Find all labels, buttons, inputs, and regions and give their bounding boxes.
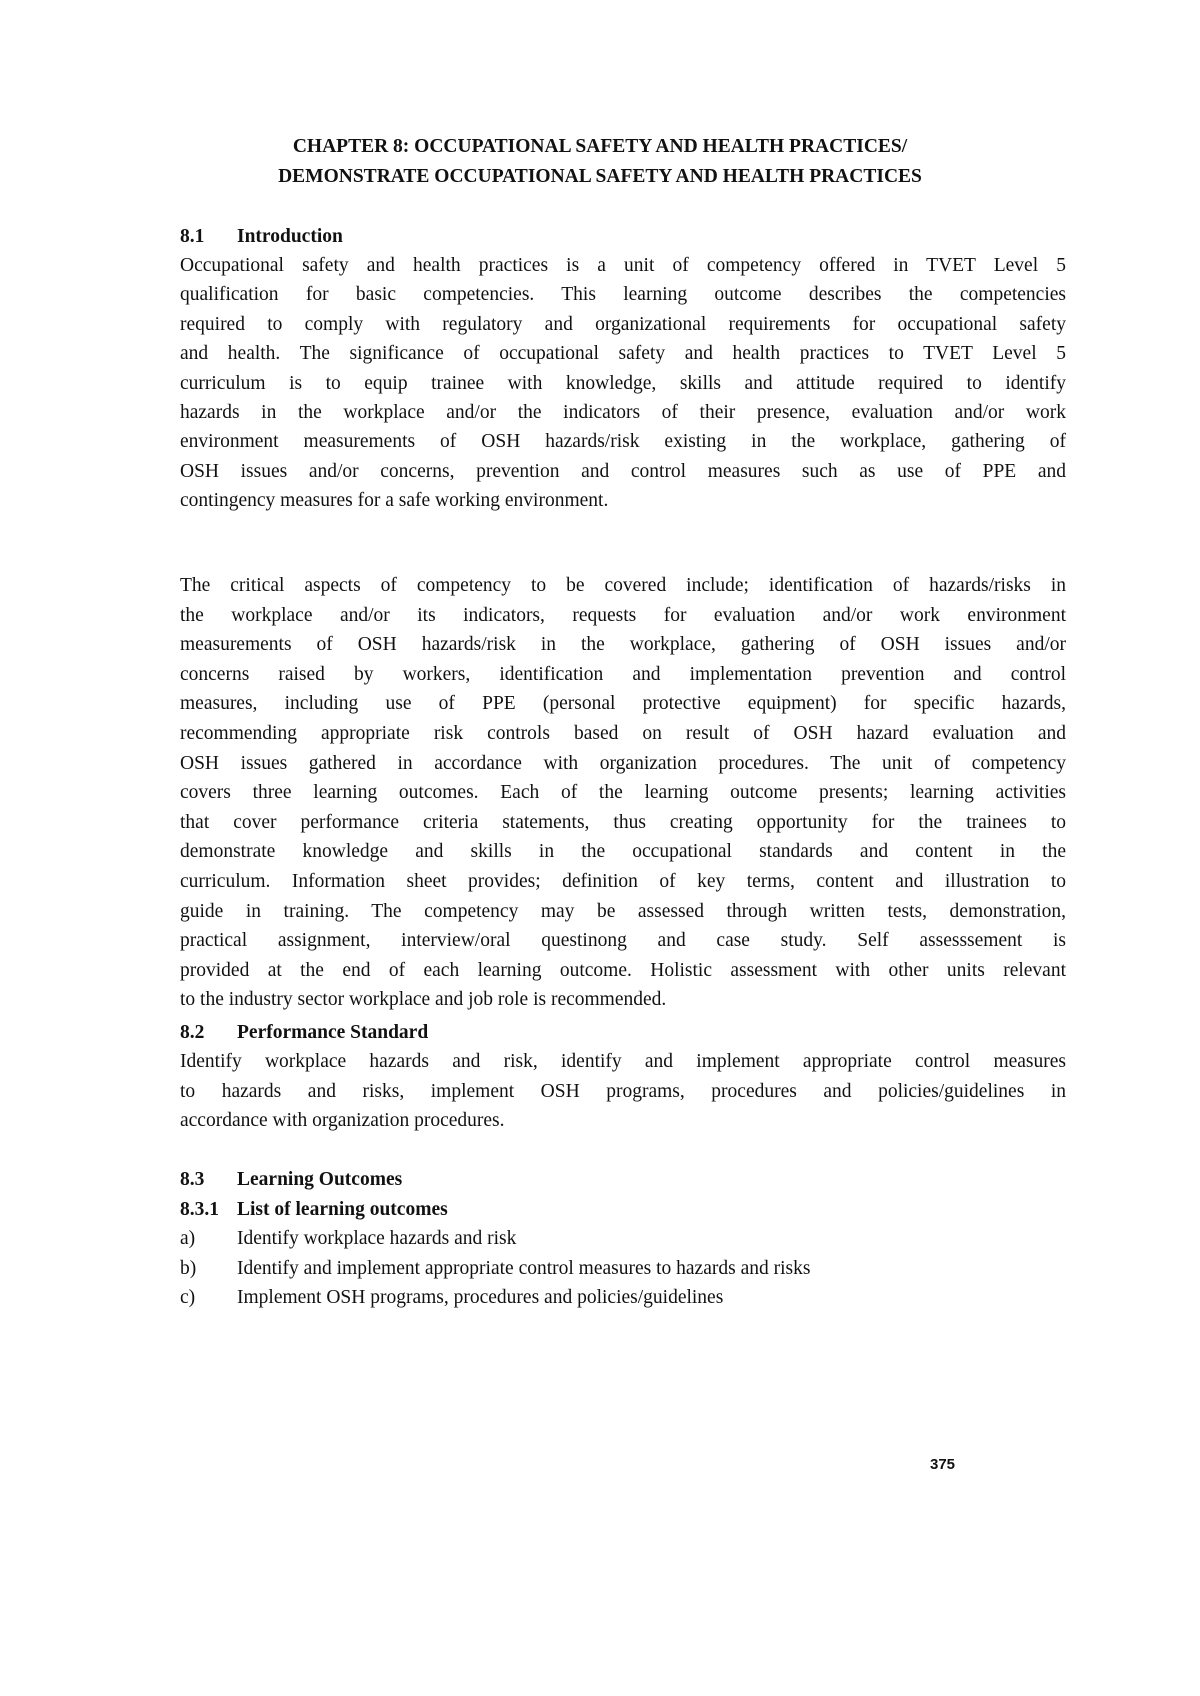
paragraph-line: demonstrate knowledge and skills in the occupational standards and content in the bbox=[180, 841, 1066, 863]
section-number: 8.3.1 bbox=[180, 1199, 219, 1220]
paragraph-line: qualification for basic competencies. This learning outcome describes the competencies bbox=[180, 284, 1066, 306]
section-number: 8.3 bbox=[180, 1169, 205, 1190]
section-8-3-1-heading bbox=[180, 1198, 448, 1222]
paragraph-line: to hazards and risks, implement OSH programs, procedures and policies/guidelines in bbox=[180, 1080, 1066, 1102]
section-8-3-heading bbox=[180, 1168, 402, 1192]
paragraph-line: accordance with organization procedures. bbox=[180, 1110, 505, 1131]
section-title: List of learning outcomes bbox=[237, 1199, 448, 1220]
paragraph-line: Occupational safety and health practices is a unit of competency offered in TVET Level 5 bbox=[180, 255, 1066, 276]
paragraph-line: and health. The significance of occupational safety and health practices to TVET Level 5 bbox=[180, 343, 1066, 365]
item-label: c) bbox=[180, 1287, 196, 1308]
item-text: Identify workplace hazards and risk bbox=[237, 1228, 517, 1249]
paragraph-line: contingency measures for a safe working environment. bbox=[180, 490, 609, 512]
paragraph-line: covers three learning outcomes. Each of the learning outcome presents; learning activities bbox=[180, 782, 1066, 804]
paragraph-line: Identify workplace hazards and risk, identify and implement appropriate control measures bbox=[180, 1051, 1066, 1072]
paragraph-line: to the industry sector workplace and job role is recommended. bbox=[180, 989, 667, 1011]
paragraph-line: The critical aspects of competency to be covered include; identification of hazards/risks in bbox=[180, 575, 1066, 596]
item-text: Implement OSH programs, procedures and policies/guidelines bbox=[237, 1287, 724, 1308]
paragraph-line: measurements of OSH hazards/risk in the workplace, gathering of OSH issues and/or bbox=[180, 634, 1066, 656]
paragraph-line: OSH issues and/or concerns, prevention and control measures such as use of PPE and bbox=[180, 460, 1066, 482]
section-title: Performance Standard bbox=[237, 1022, 429, 1043]
paragraph-line: hazards in the workplace and/or the indicators of their presence, evaluation and/or work bbox=[180, 402, 1066, 423]
chapter-title-line-2: DEMONSTRATE OCCUPATIONAL SAFETY AND HEALTH PRACTICES bbox=[278, 166, 922, 187]
paragraph-line: required to comply with regulatory and organizational requirements for occupational safety bbox=[180, 313, 1066, 335]
chapter-title-line-1: CHAPTER 8: OCCUPATIONAL SAFETY AND HEALTH PRACTICES/ bbox=[292, 136, 908, 157]
item-label: a) bbox=[180, 1228, 196, 1249]
item-text: Identify and implement appropriate control measures to hazards and risks bbox=[237, 1258, 811, 1279]
paragraph-line: concerns raised by workers, identification and implementation prevention and control bbox=[180, 663, 1066, 685]
section-number: 8.2 bbox=[180, 1022, 205, 1043]
paragraph-line: that cover performance criteria statements, thus creating opportunity for the trainees to bbox=[180, 811, 1066, 833]
learning-outcome-item bbox=[180, 1227, 516, 1251]
section-title: Introduction bbox=[237, 226, 343, 247]
paragraph-line: provided at the end of each learning outcome. Holistic assessment with other units relevant bbox=[180, 959, 1066, 981]
learning-outcome-item bbox=[180, 1286, 723, 1310]
section-number: 8.1 bbox=[180, 226, 205, 247]
section-8-1-heading bbox=[180, 225, 343, 249]
paragraph-line: recommending appropriate risk controls based on result of OSH hazard evaluation and bbox=[180, 723, 1066, 744]
item-label: b) bbox=[180, 1258, 197, 1279]
learning-outcome-item bbox=[180, 1257, 810, 1281]
section-title: Learning Outcomes bbox=[237, 1169, 403, 1190]
paragraph-line: curriculum is to equip trainee with knowledge, skills and attitude required to identify bbox=[180, 372, 1066, 394]
paragraph-line: the workplace and/or its indicators, requests for evaluation and/or work environment bbox=[180, 604, 1066, 626]
section-8-2-heading bbox=[180, 1021, 428, 1045]
paragraph-line: practical assignment, interview/oral questinong and case study. Self assesssement is bbox=[180, 930, 1066, 952]
paragraph-line: curriculum. Information sheet provides; definition of key terms, content and illustration to bbox=[180, 871, 1066, 892]
paragraph-line: environment measurements of OSH hazards/risk existing in the workplace, gathering of bbox=[180, 431, 1066, 453]
paragraph-line: measures, including use of PPE (personal protective equipment) for specific hazards, bbox=[180, 693, 1066, 715]
paragraph-line: OSH issues gathered in accordance with organization procedures. The unit of competency bbox=[180, 752, 1066, 774]
page-number: 375 bbox=[930, 1456, 956, 1473]
paragraph-line: guide in training. The competency may be assessed through written tests, demonstration, bbox=[180, 900, 1066, 922]
